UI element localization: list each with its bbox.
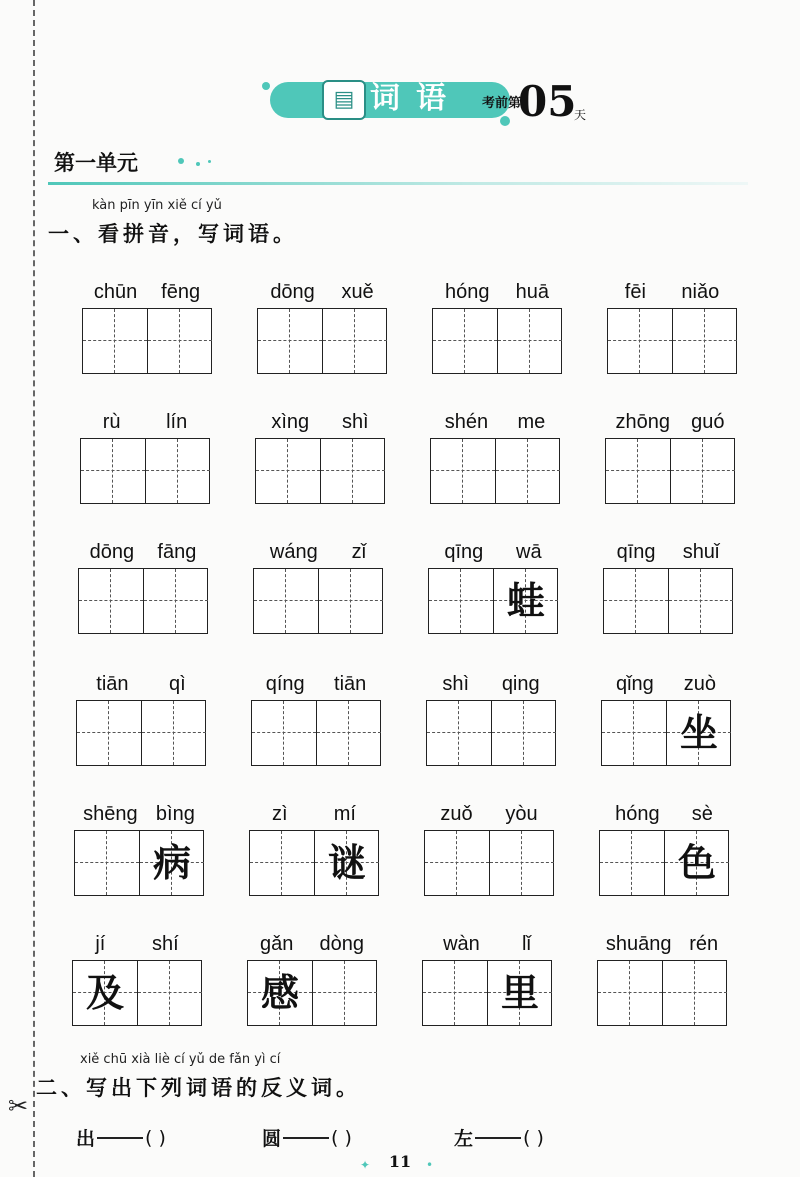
word-pinyin <box>599 798 729 826</box>
pinyin-syllable: shì <box>442 673 470 695</box>
word-pinyin <box>605 406 735 434</box>
given-character <box>496 439 560 503</box>
pinyin-syllable: jí <box>95 933 106 955</box>
writing-box[interactable] <box>147 309 211 373</box>
pinyin-syllable: shēng <box>83 803 138 825</box>
given-character <box>433 309 497 373</box>
unit-title: 第一单元 <box>54 151 138 175</box>
writing-box[interactable] <box>143 569 207 633</box>
pinyin-syllable: wàn <box>443 933 480 955</box>
writing-box[interactable] <box>604 569 668 633</box>
pinyin-syllable: shuāng <box>605 933 672 955</box>
given-character <box>604 569 668 633</box>
banner-title: 词语 <box>370 81 462 116</box>
antonym-answer-blank[interactable]: ( ) <box>145 1126 166 1149</box>
writing-box[interactable] <box>75 831 139 895</box>
pinyin-syllable: zì <box>272 803 288 825</box>
pinyin-syllable: rén <box>689 933 719 955</box>
writing-box[interactable] <box>423 961 487 1025</box>
word-pinyin <box>601 668 731 696</box>
given-character <box>79 569 143 633</box>
word-pinyin <box>253 536 383 564</box>
antonym-dash <box>97 1137 143 1139</box>
word-pinyin <box>426 668 556 696</box>
given-character <box>323 309 387 373</box>
writing-box[interactable] <box>252 701 316 765</box>
writing-box[interactable] <box>83 309 147 373</box>
given-character <box>250 831 314 895</box>
writing-box-pair <box>605 438 735 504</box>
antonym-char: 圆 <box>262 1128 282 1150</box>
given-character: 及 <box>85 970 124 1015</box>
pinyin-syllable: shén <box>444 411 489 433</box>
given-character <box>258 309 322 373</box>
writing-box-pair <box>424 830 554 896</box>
given-character: 色 <box>677 840 716 885</box>
pinyin-syllable: sè <box>691 803 713 825</box>
given-character: 坐 <box>679 710 718 755</box>
given-character <box>673 309 737 373</box>
pinyin-syllable: mí <box>333 803 356 825</box>
pinyin-syllable: hóng <box>445 281 490 303</box>
given-character <box>427 701 491 765</box>
antonym-item <box>76 1124 215 1151</box>
given-character <box>75 831 139 895</box>
page-number: 11 <box>388 1152 412 1171</box>
word-pinyin <box>76 668 206 696</box>
writing-box[interactable] <box>662 961 726 1025</box>
writing-box[interactable] <box>145 439 209 503</box>
given-character <box>425 831 489 895</box>
given-character <box>490 831 554 895</box>
writing-box[interactable] <box>322 309 386 373</box>
given-character <box>321 439 385 503</box>
writing-box-pair <box>78 568 208 634</box>
pinyin-syllable: tiān <box>96 673 129 695</box>
section2-title: 二、写出下列词语的反义词。 <box>36 1076 361 1100</box>
writing-box[interactable] <box>602 701 666 765</box>
word-pinyin <box>257 276 387 304</box>
antonym-char: 出 <box>76 1128 96 1150</box>
antonym-item <box>262 1124 401 1151</box>
given-character <box>138 961 202 1025</box>
writing-box-pair <box>255 438 385 504</box>
writing-box[interactable] <box>425 831 489 895</box>
pinyin-syllable: fēng <box>161 281 201 303</box>
writing-box-pair <box>428 568 558 634</box>
pinyin-syllable: shí <box>151 933 179 955</box>
given-character <box>148 309 212 373</box>
writing-box[interactable] <box>672 309 736 373</box>
section2-pinyin: xiě chū xià liè cí yǔ de fǎn yì cí <box>80 1052 281 1067</box>
given-character <box>671 439 735 503</box>
given-character <box>144 569 208 633</box>
given-character: 病 <box>152 840 191 885</box>
word-pinyin <box>72 928 202 956</box>
banner-dot <box>262 82 270 90</box>
pinyin-syllable: bìng <box>155 803 195 825</box>
writing-box[interactable] <box>668 569 732 633</box>
writing-box[interactable] <box>666 701 730 765</box>
word-pinyin <box>78 536 208 564</box>
given-character: 蛙 <box>506 578 545 623</box>
unit-dot <box>178 158 184 164</box>
word-pinyin <box>603 536 733 564</box>
writing-box[interactable] <box>248 961 312 1025</box>
given-character <box>431 439 495 503</box>
given-character <box>598 961 662 1025</box>
writing-box-pair <box>80 438 210 504</box>
given-character: 感 <box>260 970 299 1015</box>
writing-box[interactable] <box>598 961 662 1025</box>
writing-box[interactable] <box>314 831 378 895</box>
writing-box-pair <box>82 308 212 374</box>
writing-box[interactable] <box>258 309 322 373</box>
writing-box-pair <box>257 308 387 374</box>
writing-box[interactable] <box>141 701 205 765</box>
given-character <box>142 701 206 765</box>
writing-box[interactable] <box>320 439 384 503</box>
pinyin-syllable: zǐ <box>351 541 367 563</box>
pinyin-syllable: fāng <box>157 541 197 563</box>
given-character <box>492 701 556 765</box>
writing-box-pair <box>432 308 562 374</box>
pinyin-syllable: lín <box>166 411 188 433</box>
cut-line <box>33 0 35 1177</box>
given-character <box>77 701 141 765</box>
unit-dot <box>208 160 211 163</box>
word-pinyin <box>432 276 562 304</box>
writing-box[interactable] <box>250 831 314 895</box>
writing-box[interactable] <box>429 569 493 633</box>
antonym-answer-blank[interactable]: ( ) <box>523 1126 544 1149</box>
scissors-icon: ✂ <box>8 1092 29 1120</box>
antonym-row <box>76 1124 636 1150</box>
word-pinyin <box>424 798 554 826</box>
writing-box[interactable] <box>608 309 672 373</box>
unit-underline <box>48 182 748 185</box>
word-pinyin <box>422 928 552 956</box>
writing-box[interactable] <box>487 961 551 1025</box>
given-character <box>429 569 493 633</box>
writing-box[interactable] <box>491 701 555 765</box>
writing-box-pair <box>597 960 727 1026</box>
pinyin-syllable: shì <box>341 411 369 433</box>
writing-box[interactable] <box>137 961 201 1025</box>
given-character <box>423 961 487 1025</box>
writing-box[interactable] <box>664 831 728 895</box>
day-suffix: 天 <box>574 108 587 122</box>
pinyin-syllable: hóng <box>615 803 660 825</box>
pinyin-syllable: zuǒ <box>440 803 473 825</box>
banner-dot <box>500 116 510 126</box>
given-character <box>256 439 320 503</box>
pinyin-syllable: shuǐ <box>682 541 720 563</box>
given-character <box>317 701 381 765</box>
given-character <box>498 309 562 373</box>
writing-box-pair <box>72 960 202 1026</box>
writing-box-pair <box>249 830 379 896</box>
word-pinyin <box>74 798 204 826</box>
pinyin-syllable: rù <box>102 411 121 433</box>
writing-box-pair <box>74 830 204 896</box>
writing-box[interactable] <box>254 569 318 633</box>
writing-box-pair <box>430 438 560 504</box>
pinyin-syllable: fēi <box>624 281 646 303</box>
given-character <box>669 569 733 633</box>
given-character: 谜 <box>327 840 366 885</box>
book-icon: ▤ <box>322 80 366 120</box>
word-pinyin <box>597 928 727 956</box>
writing-box[interactable] <box>427 701 491 765</box>
given-character <box>81 439 145 503</box>
pinyin-syllable: qǐng <box>615 673 654 695</box>
antonym-dash <box>475 1137 521 1139</box>
given-character <box>254 569 318 633</box>
pinyin-syllable: xuě <box>341 281 374 303</box>
pinyin-syllable: xìng <box>271 411 310 433</box>
pinyin-syllable: qíng <box>265 673 305 695</box>
writing-box[interactable] <box>312 961 376 1025</box>
given-character <box>146 439 210 503</box>
writing-box-pair <box>251 700 381 766</box>
writing-box-pair <box>76 700 206 766</box>
given-character <box>252 701 316 765</box>
pinyin-syllable: qì <box>169 673 186 695</box>
writing-box-pair <box>603 568 733 634</box>
pinyin-syllable: me <box>517 411 546 433</box>
word-pinyin <box>249 798 379 826</box>
pinyin-syllable: wáng <box>269 541 318 563</box>
pinyin-syllable: dòng <box>319 933 364 955</box>
antonym-dash <box>283 1137 329 1139</box>
pinyin-syllable: gǎn <box>260 933 294 955</box>
pinyin-syllable: huā <box>515 281 549 303</box>
pinyin-syllable: dōng <box>270 281 315 303</box>
pinyin-syllable: zuò <box>683 673 717 695</box>
pinyin-syllable: tiān <box>334 673 367 695</box>
given-character: 里 <box>500 970 539 1015</box>
writing-box[interactable] <box>493 569 557 633</box>
writing-box[interactable] <box>77 701 141 765</box>
given-character <box>600 831 664 895</box>
page-number-deco: • <box>426 1158 434 1172</box>
writing-box[interactable] <box>256 439 320 503</box>
day-prefix: 考前第 <box>482 96 522 111</box>
writing-box-pair <box>426 700 556 766</box>
word-pinyin <box>428 536 558 564</box>
pinyin-syllable: chūn <box>93 281 138 303</box>
pinyin-syllable: niǎo <box>681 281 720 303</box>
writing-box[interactable] <box>73 961 137 1025</box>
word-pinyin <box>255 406 385 434</box>
pinyin-syllable: qīng <box>616 541 656 563</box>
given-character <box>606 439 670 503</box>
pinyin-syllable: qīng <box>444 541 484 563</box>
unit-dot <box>196 162 200 166</box>
writing-box-pair <box>253 568 383 634</box>
writing-box[interactable] <box>81 439 145 503</box>
writing-box[interactable] <box>318 569 382 633</box>
writing-box[interactable] <box>489 831 553 895</box>
writing-box-pair <box>247 960 377 1026</box>
pinyin-syllable: qing <box>501 673 540 695</box>
writing-box[interactable] <box>606 439 670 503</box>
writing-box[interactable] <box>497 309 561 373</box>
pinyin-syllable: zhōng <box>615 411 671 433</box>
word-pinyin <box>82 276 212 304</box>
word-pinyin <box>251 668 381 696</box>
given-character <box>83 309 147 373</box>
given-character <box>608 309 672 373</box>
pinyin-syllable: guó <box>691 411 725 433</box>
day-number: 05 <box>518 77 577 126</box>
pinyin-syllable: dōng <box>89 541 135 563</box>
pinyin-syllable: yòu <box>505 803 538 825</box>
antonym-answer-blank[interactable]: ( ) <box>331 1126 352 1149</box>
section1-pinyin: kàn pīn yīn xiě cí yǔ <box>92 198 222 213</box>
given-character <box>602 701 666 765</box>
writing-box[interactable] <box>431 439 495 503</box>
writing-box[interactable] <box>433 309 497 373</box>
writing-box[interactable] <box>79 569 143 633</box>
writing-box[interactable] <box>316 701 380 765</box>
word-pinyin <box>247 928 377 956</box>
writing-box[interactable] <box>670 439 734 503</box>
pinyin-syllable: wā <box>516 541 542 563</box>
writing-box-pair <box>599 830 729 896</box>
writing-box-pair <box>422 960 552 1026</box>
given-character <box>313 961 377 1025</box>
antonym-item <box>454 1124 593 1151</box>
writing-box[interactable] <box>600 831 664 895</box>
writing-box-pair <box>607 308 737 374</box>
word-pinyin <box>607 276 737 304</box>
word-pinyin <box>80 406 210 434</box>
writing-box[interactable] <box>495 439 559 503</box>
header-banner <box>270 76 518 124</box>
word-pinyin <box>430 406 560 434</box>
writing-box-pair <box>601 700 731 766</box>
section1-title: 一、看拼音，写词语。 <box>48 222 298 246</box>
antonym-char: 左 <box>454 1128 474 1150</box>
given-character <box>663 961 727 1025</box>
pinyin-syllable: lǐ <box>522 933 531 955</box>
page-number-deco: ✦ <box>360 1158 371 1172</box>
writing-box[interactable] <box>139 831 203 895</box>
given-character <box>319 569 383 633</box>
